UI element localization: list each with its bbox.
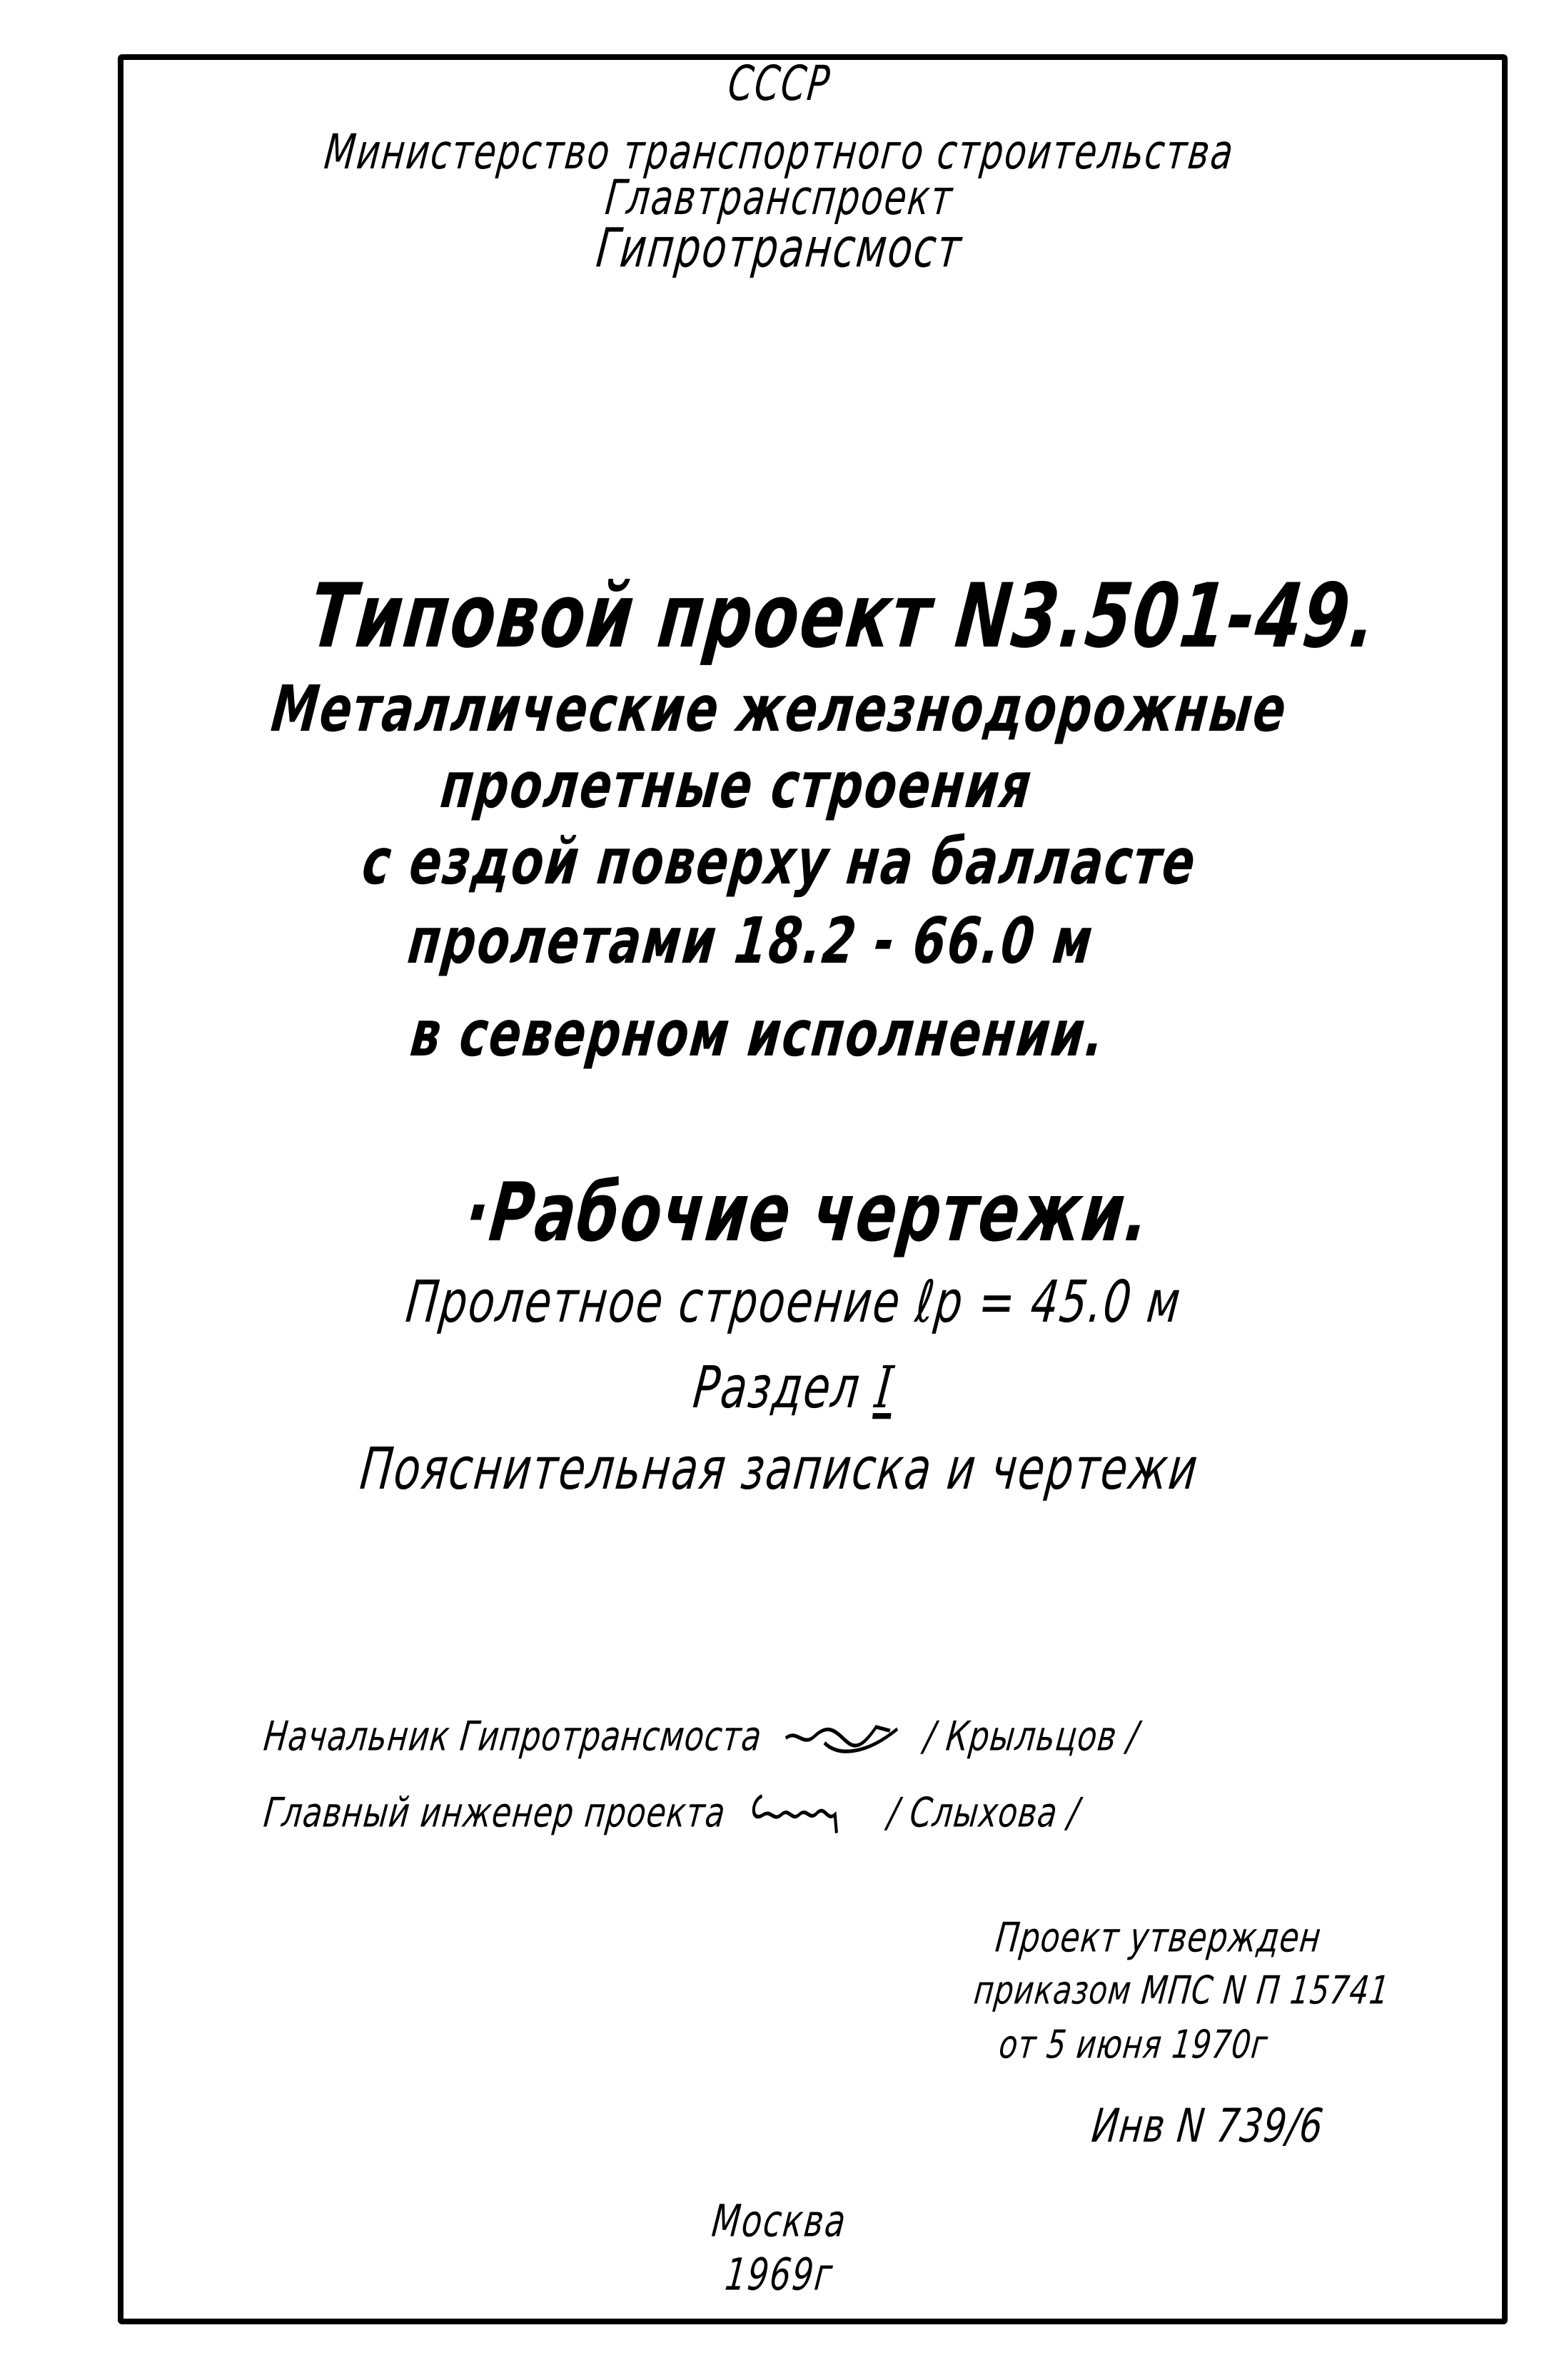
year-label: 1969г <box>722 2248 837 2301</box>
approval-line-1: Проект утвержден <box>993 1914 1324 1962</box>
title-line-4: пролетами 18.2 - 66.0 м <box>404 903 1098 978</box>
working-drawings-heading: ·Рабочие чертежи. <box>461 1165 1155 1260</box>
handwritten-signature-icon <box>743 1787 870 1839</box>
main-directorate-label: Главтранспроект <box>602 169 957 226</box>
section-title: Пояснительная записка и чертежи <box>357 1435 1202 1504</box>
signature-row-engineer <box>261 1787 1082 1839</box>
section-label: Раздел <box>690 1354 864 1422</box>
signature-role-chief: Начальник Гипротрансмоста <box>261 1712 765 1761</box>
signature-name-engineer: / Слыхова / <box>885 1788 1082 1837</box>
title-line-3: с ездой поверху на балласте <box>358 824 1201 899</box>
section-heading <box>11 1354 1559 1422</box>
span-structure-label: Пролетное строение ℓр = 45.0 м <box>403 1268 1185 1337</box>
signature-role-engineer: Главный инженер проекта <box>261 1788 728 1837</box>
signature-row-chief <box>261 1711 1141 1763</box>
title-line-2: пролетные строения <box>437 748 1036 823</box>
inventory-number: Инв N 739/6 <box>1089 2099 1326 2153</box>
title-line-5: в северном исполнении. <box>407 996 1109 1071</box>
institute-label: Гипротрансмост <box>593 217 966 280</box>
city-label: Москва <box>710 2194 849 2247</box>
signature-name-chief: / Крыльцов / <box>922 1712 1142 1761</box>
title-line-1: Металлические железнодорожные <box>268 672 1291 746</box>
section-number: I <box>872 1354 898 1422</box>
project-title: Типовой проект N3.501-49. <box>305 564 1383 668</box>
approval-line-3: от 5 июня 1970г <box>997 2021 1271 2067</box>
country-label: СССР <box>725 55 834 112</box>
ministry-label: Министерство транспортного строительства <box>321 123 1237 181</box>
approval-line-2: приказом МПС N П 15741 <box>972 1967 1392 2013</box>
handwritten-signature-icon <box>780 1711 907 1763</box>
